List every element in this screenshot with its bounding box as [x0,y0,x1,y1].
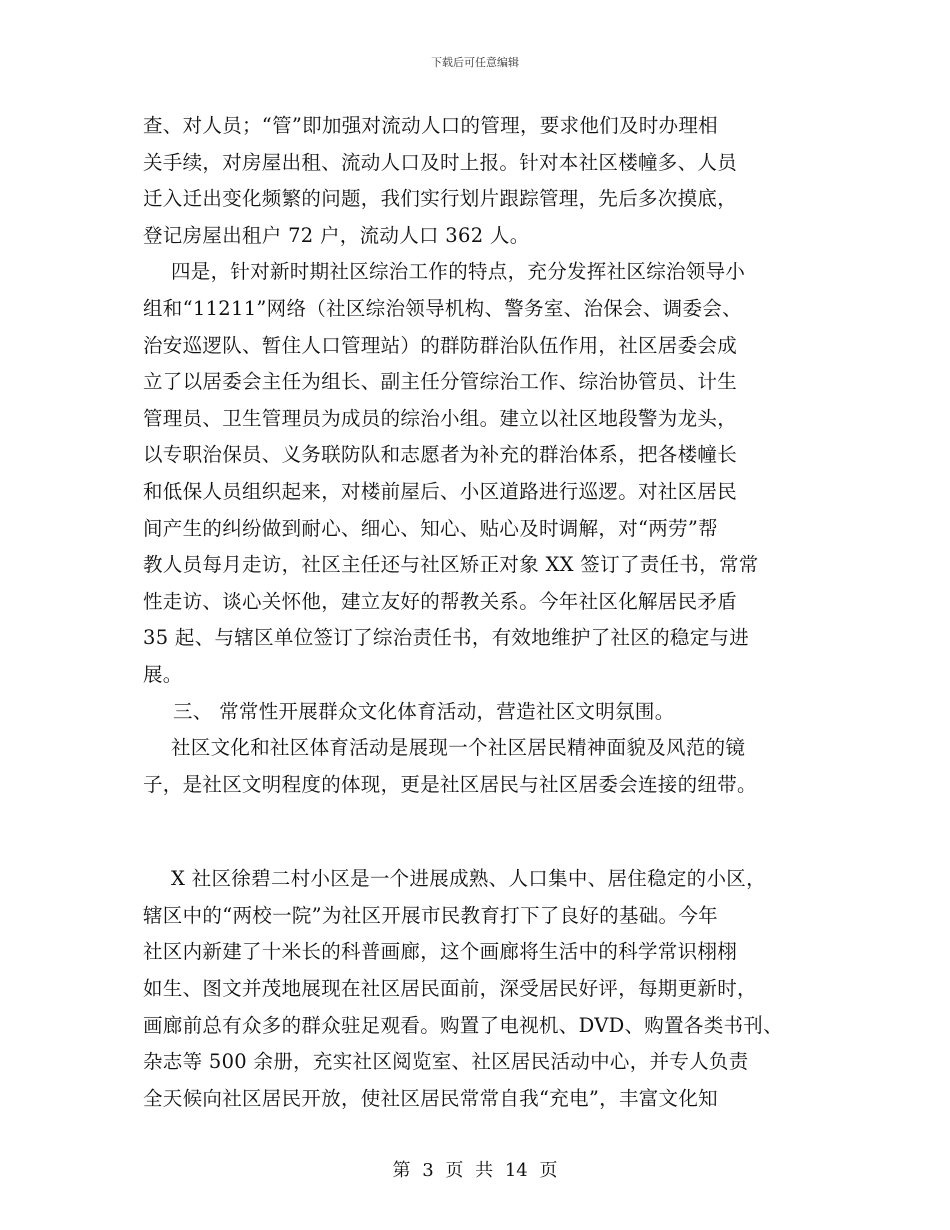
text-line: X 社区徐碧二村小区是一个进展成熟、人口集中、居住稳定的小区， [171,867,766,891]
section-heading: 三、 常常性开展群众文化体育活动，营造社区文明氛围。 [173,699,675,723]
paragraph-2 [143,254,823,693]
text-line: 展。 [143,662,183,686]
text-line: 迁入迁出变化频繁的问题，我们实行划片跟踪管理，先后多次摸底， [143,187,738,211]
text-line: 社区内新建了十米长的科普画廊，这个画廊将生活中的科学常识栩栩 [143,940,738,964]
text-line: 社区文化和社区体育活动是展现一个社区居民精神面貌及风范的镜 [171,736,746,760]
paragraph-3 [143,730,823,803]
paragraph-1 [143,108,823,254]
text-line: 间产生的纠纷做到耐心、细心、知心、贴心及时调解，对“两劳”帮 [143,516,718,540]
text-line: 性走访、谈心关怀他，建立友好的帮教关系。今年社区化解居民矛盾 [143,589,738,613]
text-line: 登记房屋出租户 72 户，流动人口 362 人。 [143,223,530,247]
text-line: 以专职治保员、义务联防队和志愿者为补充的群治体系，把各楼幢长 [143,443,738,467]
text-line: 组和“11211”网络（社区综治领导机构、警务室、治保会、调委会、 [143,296,742,320]
paragraph-4 [143,861,823,1117]
page-number: 第 3 页 共 14 页 [392,1160,558,1181]
text-line: 教人员每月走访，社区主任还与社区矫正对象 XX 签订了责任书，常常 [143,553,759,577]
text-line: 管理员、卫生管理员为成员的综治小组。建立以社区地段警为龙头， [143,406,738,430]
header-note: 下载后可任意编辑 [431,56,519,69]
text-line: 四是，针对新时期社区综治工作的特点，充分发挥社区综治领导小 [171,260,746,284]
text-line: 杂志等 500 余册，充实社区阅览室、社区居民活动中心，并专人负责 [143,1050,749,1074]
text-line: 关手续，对房屋出租、流动人口及时上报。针对本社区楼幢多、人员 [143,150,738,174]
text-line: 35 起、与辖区单位签订了综治责任书，有效地维护了社区的稳定与进 [143,626,750,650]
text-line: 立了以居委会主任为组长、副主任分管综治工作、综治协管员、计生 [143,370,738,394]
text-line: 如生、图文并茂地展现在社区居民面前，深受居民好评，每期更新时， [143,977,757,1001]
text-line: 画廊前总有众多的群众驻足观看。购置了电视机、DVD、购置各类书刊、 [143,1013,783,1037]
text-line: 治安巡逻队、暂住人口管理站）的群防群治队伍作用，社区居委会成 [143,333,738,357]
text-line: 子，是社区文明程度的体现，更是社区居民与社区居委会连接的纽带。 [143,772,757,796]
text-line: 和低保人员组织起来，对楼前屋后、小区道路进行巡逻。对社区居民 [143,479,738,503]
text-line: 全天候向社区居民开放，使社区居民常常自我“充电”，丰富文化知 [143,1086,718,1110]
paragraph-gap [143,803,823,861]
document-body [143,108,823,1117]
text-line: 查、对人员；“管”即加强对流动人口的管理，要求他们及时办理相 [143,114,718,137]
text-line: 辖区中的“两校一院”为社区开展市民教育打下了良好的基础。今年 [143,903,718,927]
